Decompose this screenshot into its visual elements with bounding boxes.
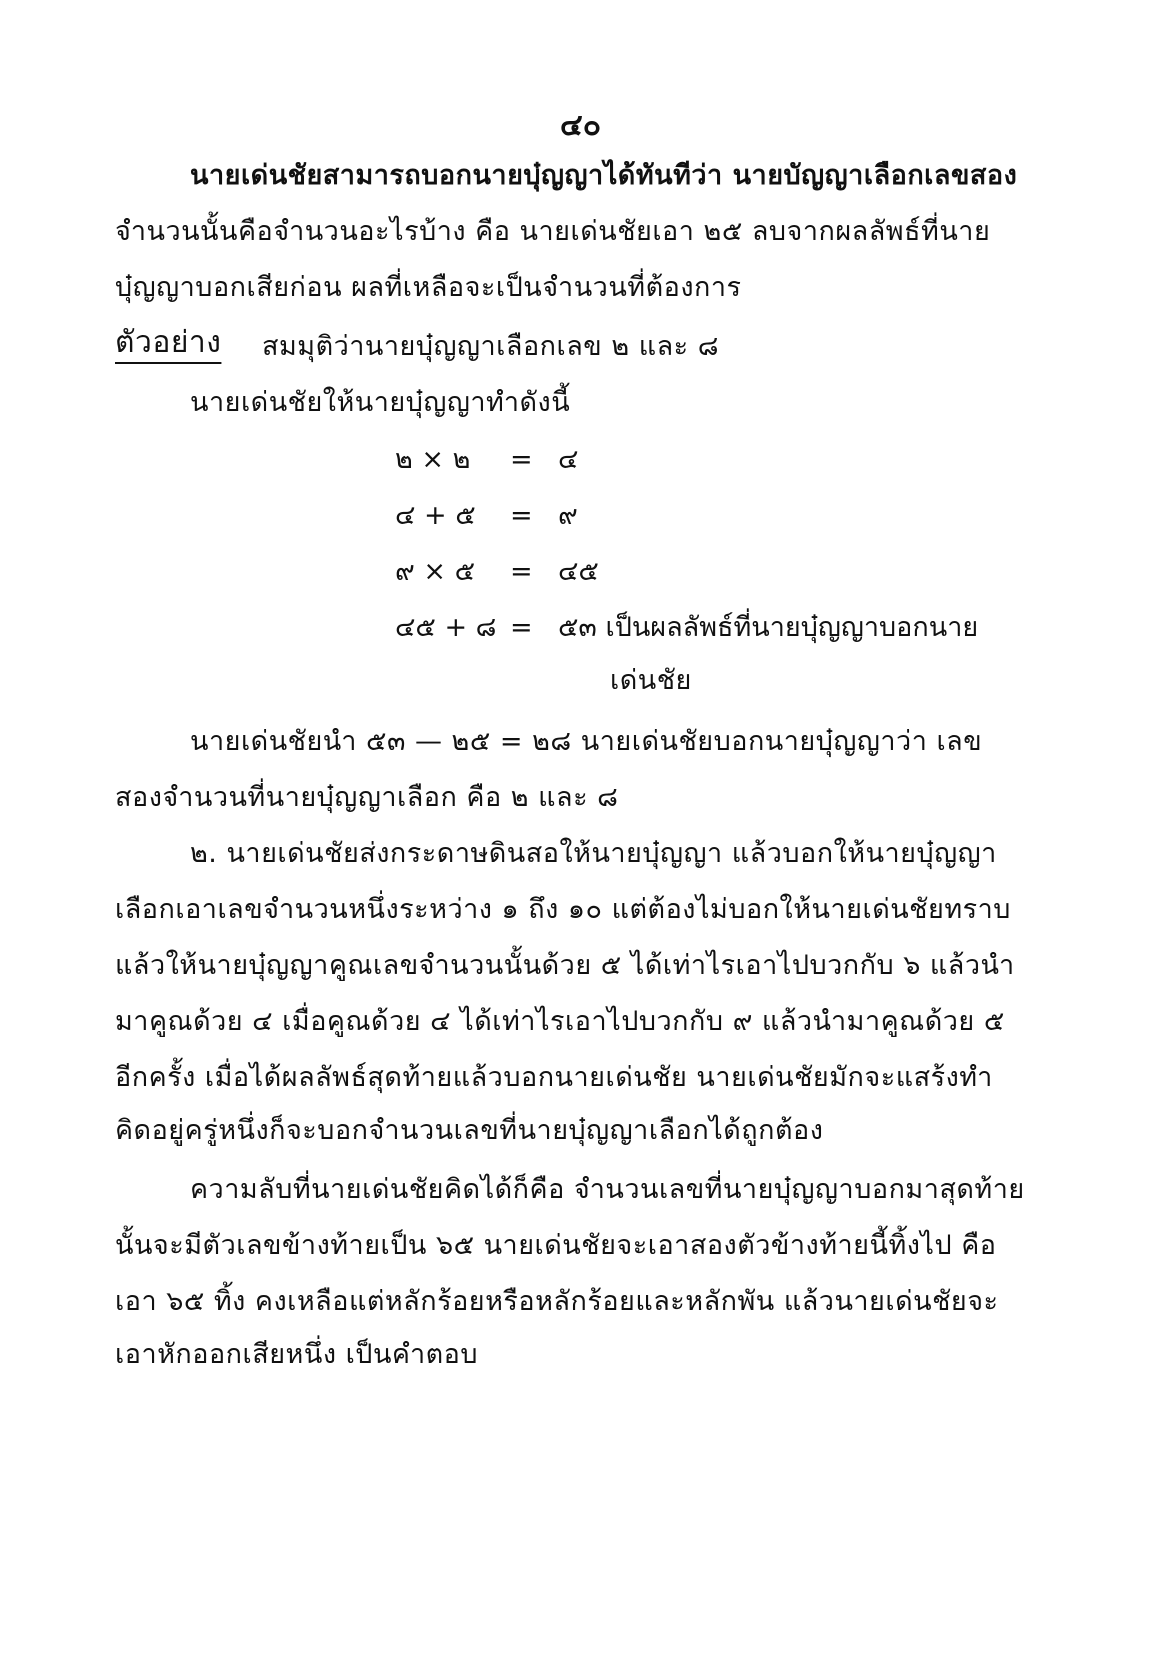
equation-row [395, 498, 578, 534]
paragraph-4-line-3: เอา ๖๕ ทิ้ง คงเหลือแต่หลักร้อยหรือหลักร้อยและหลักพัน แล้วนายเด่นชัยจะ [115, 1286, 999, 1317]
paragraph-1-line-3: บุ๋ญญาบอกเสียก่อน ผลที่เหลือจะเป็นจำนวนที่ต้องการ [115, 272, 742, 303]
paragraph-4-line-1: ความลับที่นายเด่นชัยคิดได้ก็คือ จำนวนเลขที่นายบุ๋ญญาบอกมาสุดท้าย [190, 1174, 1025, 1205]
example-heading: ตัวอย่าง [115, 325, 222, 360]
equation-continuation: เด่นชัย [610, 665, 692, 696]
equation-rhs: ๕๓ เป็นผลลัพธ์ที่นายบุ๋ญญาบอกนาย [558, 612, 979, 643]
equals-sign: = [510, 444, 533, 475]
paragraph-3-line-6: คิดอยู่ครู่หนึ่งก็จะบอกจำนวนเลขที่นายบุ๋ญญาเลือกได้ถูกต้อง [115, 1115, 824, 1146]
example-instruction: นายเด่นชัยให้นายบุ๋ญญาทำดังนี้ [190, 387, 571, 418]
equals-sign: = [510, 500, 533, 531]
paragraph-1-line-1: นายเด่นชัยสามารถบอกนายบุ๋ญญาได้ทันทีว่า นายบัญญาเลือกเลขสอง [190, 160, 1018, 191]
paragraph-3-line-3: แล้วให้นายบุ๋ญญาคูณเลขจำนวนนั้นด้วย ๕ ได้เท่าไรเอาไปบวกกับ ๖ แล้วนำ [115, 950, 1015, 981]
paragraph-4-line-2: นั้นจะมีตัวเลขข้างท้ายเป็น ๖๕ นายเด่นชัยจะเอาสองตัวข้างท้ายนี้ทิ้งไป คือ [115, 1230, 997, 1261]
paragraph-1-line-2: จำนวนนั้นคือจำนวนอะไรบ้าง คือ นายเด่นชัยเอา ๒๕ ลบจากผลลัพธ์ที่นาย [115, 216, 991, 247]
paragraph-2-line-2: สองจำนวนที่นายบุ๋ญญาเลือก คือ ๒ และ ๘ [115, 782, 619, 813]
paragraph-4-line-4: เอาหักออกเสียหนึ่ง เป็นคำตอบ [115, 1339, 479, 1370]
paragraph-3-line-5: อีกครั้ง เมื่อได้ผลลัพธ์สุดท้ายแล้วบอกนายเด่นชัย นายเด่นชัยมักจะแสร้งทำ [115, 1062, 993, 1093]
equation-row [395, 442, 578, 478]
paragraph-3-line-1: ๒. นายเด่นชัยส่งกระดาษดินสอให้นายบุ๋ญญา แล้วบอกให้นายบุ๋ญญา [190, 838, 997, 869]
paragraph-2-line-1: นายเด่นชัยนำ ๕๓ — ๒๕ = ๒๘ นายเด่นชัยบอกนายบุ๋ญญาว่า เลข [190, 726, 983, 757]
equation-row [395, 610, 978, 646]
equation-lhs: ๒ × ๒ [395, 444, 471, 475]
paragraph-3-line-4: มาคูณด้วย ๔ เมื่อคูณด้วย ๔ ได้เท่าไรเอาไปบวกกับ ๙ แล้วนำมาคูณด้วย ๕ [115, 1006, 1005, 1037]
equation-rhs: ๔ [558, 444, 579, 475]
equation-rhs: ๔๕ [558, 556, 599, 587]
equals-sign: = [510, 556, 533, 587]
equation-lhs: ๙ × ๕ [395, 556, 475, 587]
paragraph-3-line-2: เลือกเอาเลขจำนวนหนึ่งระหว่าง ๑ ถึง ๑๐ แต่ต้องไม่บอกให้นายเด่นชัยทราบ [115, 894, 1011, 925]
example-text: สมมุติว่านายบุ๋ญญาเลือกเลข ๒ และ ๘ [262, 331, 720, 362]
equals-sign: = [510, 612, 533, 643]
equation-lhs: ๔ + ๕ [395, 500, 476, 531]
equation-row [395, 554, 599, 590]
equation-lhs: ๔๕ + ๘ [395, 612, 497, 643]
page-number: ๔๐ [560, 108, 602, 143]
equation-rhs: ๙ [558, 500, 578, 531]
